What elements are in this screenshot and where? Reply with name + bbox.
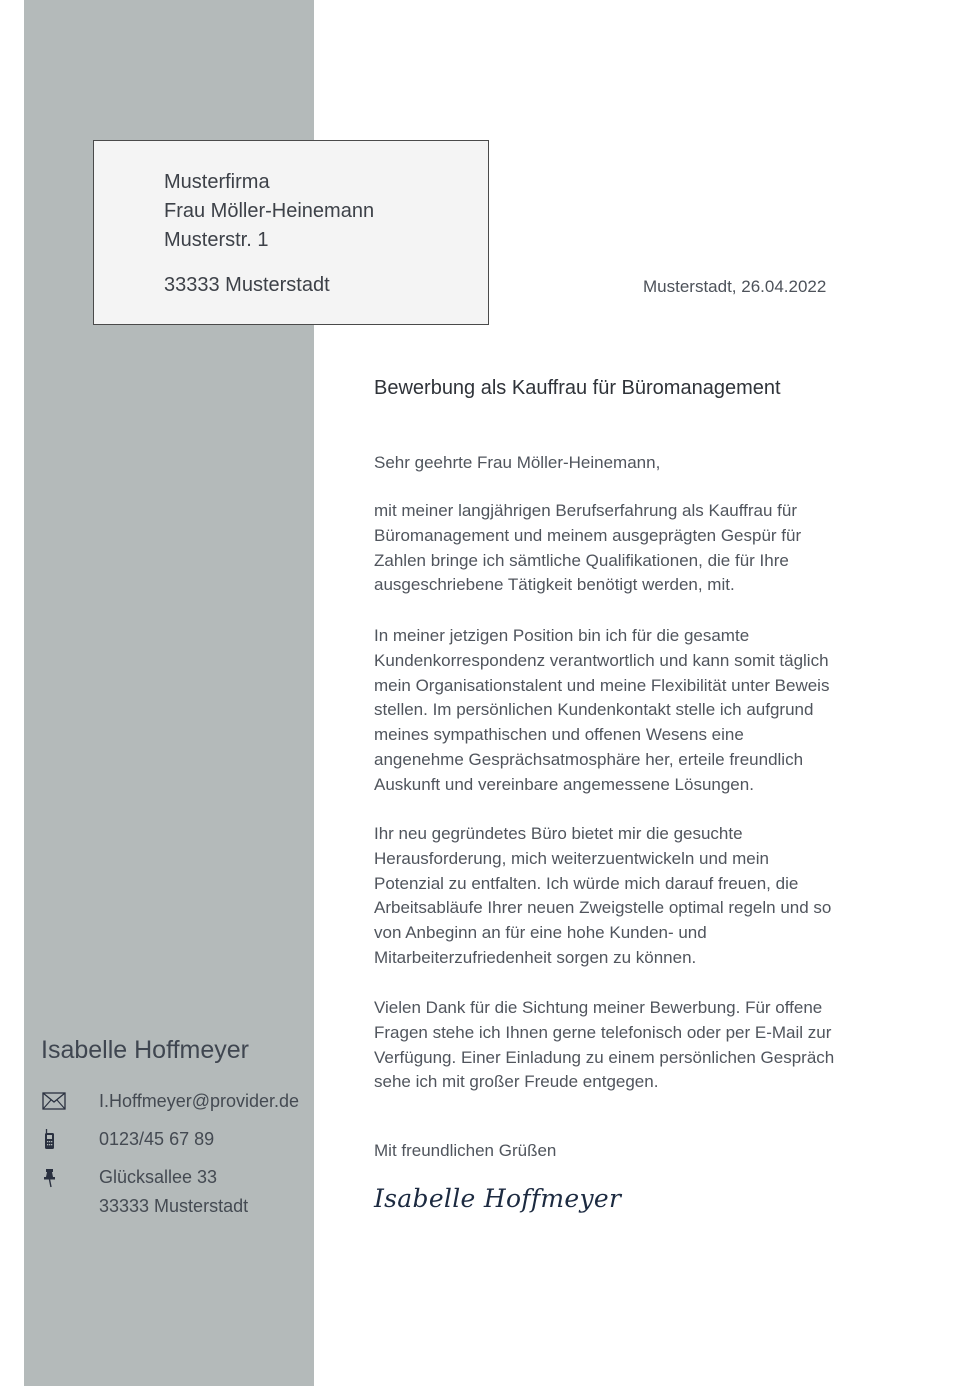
paragraph-line: Potenzial zu entfalten. Ich würde mich darauf freuen, die [374,873,799,893]
letter-greeting: Sehr geehrte Frau Möller-Heinemann, [374,453,661,472]
sender-street: Glücksallee 33 [99,1167,218,1187]
sender-name: Isabelle Hoffmeyer [41,1036,249,1064]
letter-paragraph-4 [374,996,874,1095]
paragraph-line: angenehme Gesprächsatmosphäre her, erteile freundlich [374,749,804,769]
handwritten-signature: Isabelle Hoffmeyer [374,1184,622,1213]
recipient-address-box [93,140,489,325]
paragraph-line: In meiner jetzigen Position bin ich für die gesamte [374,626,750,645]
paragraph-line: sehe ich mit großer Freude entgegen. [374,1072,659,1092]
paragraph-line: von Anbeginn an für eine hohe Kunden- und [374,923,707,943]
letter-paragraph-3 [374,822,874,971]
paragraph-line: Zahlen bringe ich sämtliche Qualifikationen, die für Ihre [374,550,789,570]
recipient-street: Musterstr. 1 [164,229,269,251]
paragraph-line: Kundenkorrespondenz verantwortlich und kann somit täglich [374,650,829,670]
envelope-icon [42,1089,66,1113]
paragraph-line: Fragen stehe ich Ihnen gerne telefonisch oder per E-Mail zur [374,1022,832,1042]
paragraph-line: Verfügung. Einer Einladung zu einem persönlichen Gespräch [374,1047,835,1067]
paragraph-line: Arbeitsabläufe Ihrer neuen Zweigstelle optimal regeln und so [374,898,832,918]
paragraph-line: stellen. Im persönlichen Kundenkontakt stelle ich aufgrund [374,700,814,720]
paragraph-line: ausgeschriebene Tätigkeit benötigt werden, mit. [374,575,735,595]
sender-city: 33333 Musterstadt [99,1196,249,1216]
paragraph-line: meines sympathischen und offenen Wesens eine [374,725,744,745]
recipient-company: Musterfirma [164,171,270,193]
sender-phone: 0123/45 67 89 [99,1129,215,1149]
letter-subject: Bewerbung als Kauffrau für Büromanagement [374,377,781,399]
paragraph-line: Büromanagement und meinem ausgeprägten Gespür für [374,525,802,545]
recipient-city: 33333 Musterstadt [164,274,330,296]
recipient-contact: Frau Möller-Heinemann [164,200,375,222]
pushpin-icon [42,1166,66,1190]
mobile-phone-icon [42,1128,66,1152]
paragraph-line: Herausforderung, mich weiterzuentwickeln und mein [374,848,769,868]
paragraph-line: Vielen Dank für die Sichtung meiner Bewerbung. Für offene [374,998,823,1017]
letter-paragraph-2 [374,624,874,798]
paragraph-line: Auskunft und vereinbare angemessene Lösungen. [374,774,754,794]
sender-email-link[interactable]: I.Hoffmeyer@provider.de [99,1091,300,1111]
paragraph-line: mein Organisationstalent und meine Flexibilität unter Beweis [374,675,830,695]
paragraph-line: Ihr neu gegründetes Büro bietet mir die gesuchte [374,824,743,843]
paragraph-line: mit meiner langjährigen Berufserfahrung als Kauffrau für [374,501,798,520]
letter-date: Musterstadt, 26.04.2022 [643,277,827,296]
paragraph-line: Mitarbeiterzufriedenheit sorgen zu können. [374,947,697,967]
letter-closing: Mit freundlichen Grüßen [374,1141,557,1160]
letter-paragraph-1 [374,499,874,598]
